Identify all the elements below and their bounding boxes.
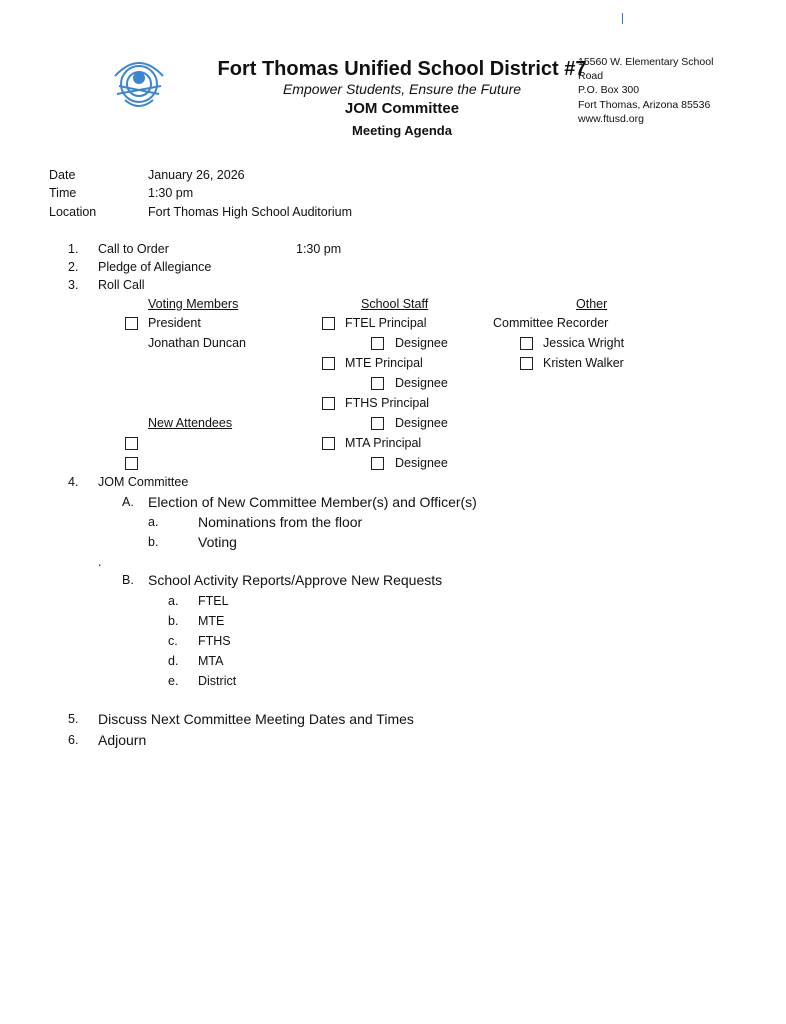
item-number: 6. xyxy=(68,733,79,747)
call-to-order-time: 1:30 pm xyxy=(296,242,342,256)
subitem-letter: A. xyxy=(122,495,134,509)
new-attendee-checkbox[interactable] xyxy=(125,457,138,470)
item-jom-committee: JOM Committee xyxy=(98,475,189,489)
report-district: District xyxy=(198,674,237,688)
mte-principal-label: MTE Principal xyxy=(345,356,423,370)
designee-checkbox[interactable] xyxy=(371,457,384,470)
item-number: 2. xyxy=(68,260,79,274)
designee-label: Designee xyxy=(395,416,448,430)
subitem-election: Election of New Committee Member(s) and Officer(s) xyxy=(148,494,477,510)
item-call-to-order: Call to Order xyxy=(98,242,169,256)
jessica-wright-checkbox[interactable] xyxy=(520,337,533,350)
item-adjourn: Adjourn xyxy=(98,732,147,748)
item-roll-call: Roll Call xyxy=(98,278,145,292)
tagline: Empower Students, Ensure the Future xyxy=(282,81,522,97)
committee-name: JOM Committee xyxy=(344,100,460,117)
stray-dot: . xyxy=(98,555,102,569)
subitem-school-reports: School Activity Reports/Approve New Requests xyxy=(148,572,443,588)
designee-checkbox[interactable] xyxy=(371,337,384,350)
subitem-nominations: Nominations from the floor xyxy=(198,514,363,530)
kristen-walker-checkbox[interactable] xyxy=(520,357,533,370)
report-mte: MTE xyxy=(198,614,225,628)
jessica-wright-label: Jessica Wright xyxy=(543,336,625,350)
item-number: 4. xyxy=(68,475,79,489)
district-address xyxy=(578,55,713,126)
kristen-walker-label: Kristen Walker xyxy=(543,356,624,370)
president-name: Jonathan Duncan xyxy=(148,336,246,350)
subitem-letter: e. xyxy=(168,674,179,688)
designee-label: Designee xyxy=(395,376,448,390)
committee-recorder-label: Committee Recorder xyxy=(493,316,609,330)
date-value: January 26, 2026 xyxy=(148,168,245,182)
location-value: Fort Thomas High School Auditorium xyxy=(148,205,353,219)
address-line: P.O. Box 300 xyxy=(578,84,640,97)
item-number: 3. xyxy=(68,278,79,292)
fths-principal-label: FTHS Principal xyxy=(345,396,430,410)
mta-principal-checkbox[interactable] xyxy=(322,437,335,450)
new-attendee-checkbox[interactable] xyxy=(125,437,138,450)
address-line: Road xyxy=(578,70,604,83)
ftel-principal-label: FTEL Principal xyxy=(345,316,427,330)
voting-members-header: Voting Members xyxy=(148,297,239,311)
president-checkbox[interactable] xyxy=(125,317,138,330)
designee-checkbox[interactable] xyxy=(371,417,384,430)
website-link[interactable]: www.ftusd.org xyxy=(578,112,644,125)
item-pledge: Pledge of Allegiance xyxy=(98,260,212,274)
fths-principal-checkbox[interactable] xyxy=(322,397,335,410)
item-number: 5. xyxy=(68,712,79,726)
text-cursor xyxy=(622,13,623,24)
subitem-letter: b. xyxy=(148,535,159,549)
mta-principal-label: MTA Principal xyxy=(345,436,422,450)
location-label: Location xyxy=(49,205,97,219)
address-line: Fort Thomas, Arizona 85536 xyxy=(578,98,711,111)
district-title: Fort Thomas Unified School District #7 xyxy=(217,58,587,80)
district-logo xyxy=(111,56,167,113)
designee-checkbox[interactable] xyxy=(371,377,384,390)
subitem-letter: B. xyxy=(122,573,134,587)
designee-label: Designee xyxy=(395,336,448,350)
report-mta: MTA xyxy=(198,654,224,668)
subitem-letter: b. xyxy=(168,614,179,628)
mte-principal-checkbox[interactable] xyxy=(322,357,335,370)
subitem-letter: d. xyxy=(168,654,179,668)
date-label: Date xyxy=(49,168,76,182)
new-attendees-header: New Attendees xyxy=(148,416,233,430)
document-type: Meeting Agenda xyxy=(352,123,452,138)
subitem-letter: a. xyxy=(168,594,179,608)
item-next-meeting: Discuss Next Committee Meeting Dates and Times xyxy=(98,711,414,727)
subitem-voting: Voting xyxy=(198,534,237,550)
time-value: 1:30 pm xyxy=(148,186,194,200)
ftel-principal-checkbox[interactable] xyxy=(322,317,335,330)
president-label: President xyxy=(148,316,201,330)
address-line: 15560 W. Elementary School xyxy=(578,56,714,68)
report-ftel: FTEL xyxy=(198,594,229,608)
other-header: Other xyxy=(576,297,608,311)
subitem-letter: a. xyxy=(148,515,159,529)
designee-label: Designee xyxy=(395,456,448,470)
report-fths: FTHS xyxy=(198,634,231,648)
time-label: Time xyxy=(49,186,77,200)
school-staff-header: School Staff xyxy=(361,297,429,311)
item-number: 1. xyxy=(68,242,79,256)
subitem-letter: c. xyxy=(168,634,178,648)
